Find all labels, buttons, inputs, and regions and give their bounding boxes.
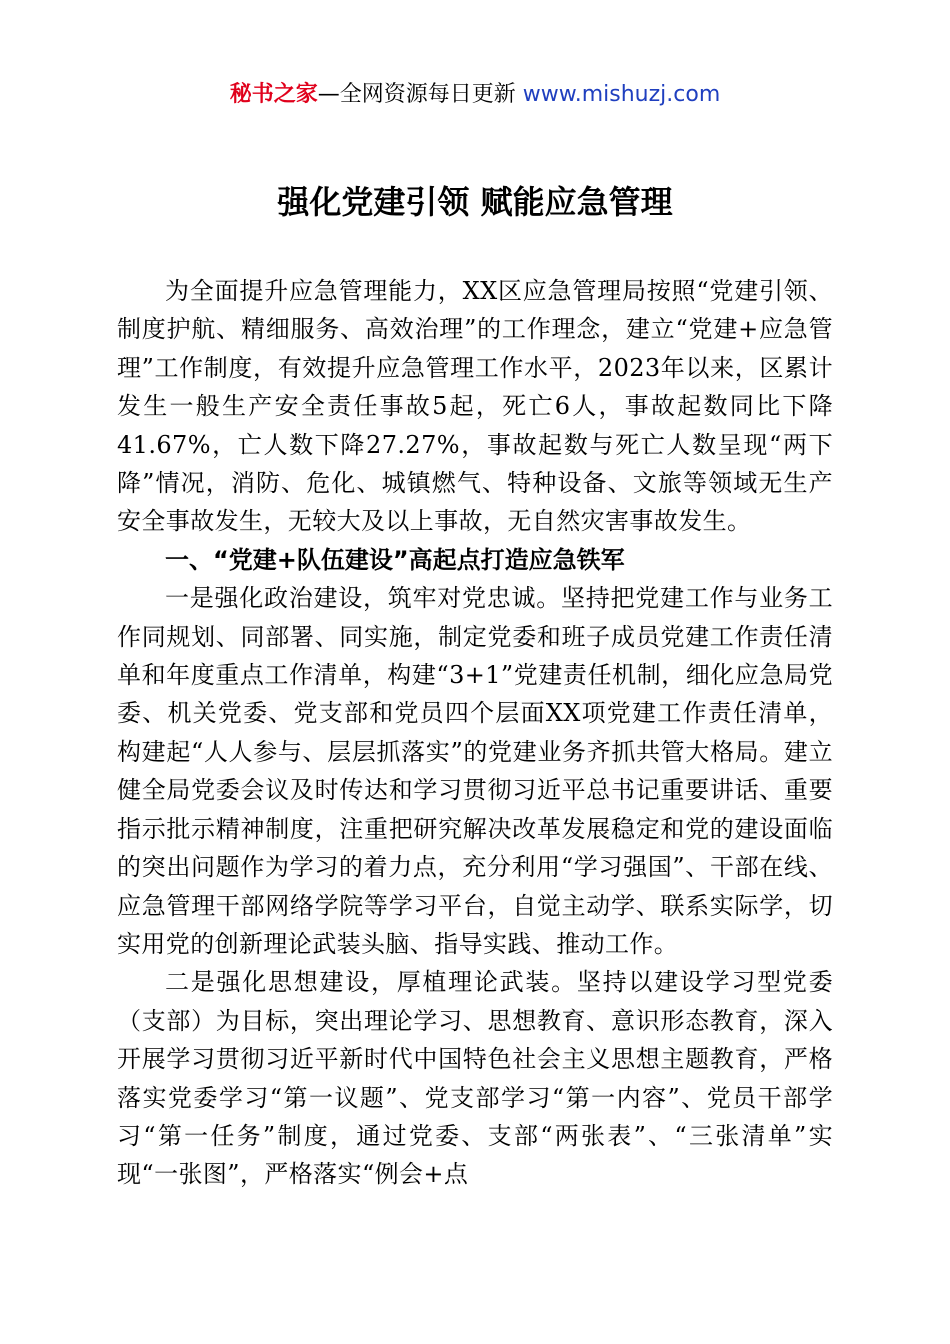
site-header xyxy=(0,80,950,110)
site-url-link[interactable]: www.mishuzj.com xyxy=(522,82,721,107)
site-brand: 秘书之家 xyxy=(229,82,318,107)
document-title: 强化党建引领 赋能应急管理 xyxy=(277,183,673,221)
section1-paragraph-2: 二是强化思想建设，厚植理论武装。坚持以建设学习型党委（支部）为目标，突出理论学习、思想教育、意识形态教育，深入开展学习贯彻习近平新时代中国特色社会主义思想主题教育，严格落实党委学习“第一议题”、党支部学习“第一内容”、党员干部学习“第一任务”制度，通过党委、支部“两张表”、“三张清单”实现“一张图”，严格落实“例会+点 xyxy=(117,968,833,1189)
section-heading-1: 一、“党建+队伍建设”高起点打造应急铁军 xyxy=(165,545,625,574)
site-slogan: —全网资源每日更新 xyxy=(317,82,523,107)
intro-paragraph: 为全面提升应急管理能力，XX区应急管理局按照“党建引领、制度护航、精细服务、高效治理”的工作理念，建立“党建+应急管理”工作制度，有效提升应急管理工作水平，2023年以来，区累计发生一般生产安全责任事故5起，死亡6人，事故起数同比下降41.67%，亡人数下降27.27%，事故起数与死亡人数呈现“两下降”情况，消防、危化、城镇燃气、特种设备、文旅等领域无生产安全事故发生，无较大及以上事故，无自然灾害事故发生。 xyxy=(117,277,833,536)
document-body xyxy=(117,272,833,1194)
section1-paragraph-1: 一是强化政治建设，筑牢对党忠诚。坚持把党建工作与业务工作同规划、同部署、同实施，制定党委和班子成员党建工作责任清单和年度重点工作清单，构建“3+1”党建责任机制，细化应急局党委、机关党委、党支部和党员四个层面XX项党建工作责任清单，构建起“人人参与、层层抓落实”的党建业务齐抓共管大格局。建立健全局党委会议及时传达和学习贯彻习近平总书记重要讲话、重要指示批示精神制度，注重把研究解决改革发展稳定和党的建设面临的突出问题作为学习的着力点，充分利用“学习强国”、干部在线、应急管理干部网络学院等学习平台，自觉主动学、联系实际学，切实用党的创新理论武装头脑、指导实践、推动工作。 xyxy=(117,584,833,958)
